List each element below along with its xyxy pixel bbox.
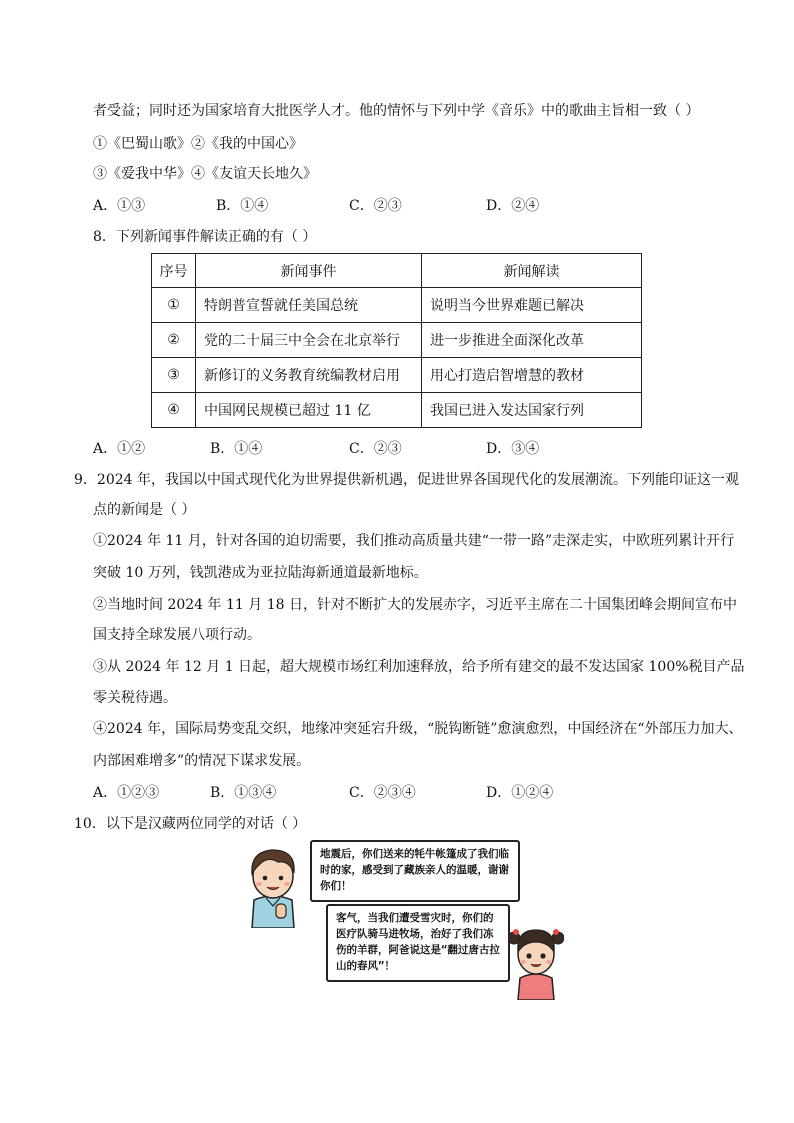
row-event: 党的二十届三中全会在北京举行 <box>196 323 422 358</box>
girl-illustration <box>508 920 564 1000</box>
q9-option-b: B．①③④ <box>210 785 277 801</box>
q9-stem-line-1: 9．2024 年，我国以中国式现代化为世界提供新机遇，促进世界各国现代化的发展潮流。下列能印证这一观 <box>74 472 739 488</box>
q9-option-a: A．①②③ <box>93 785 160 801</box>
header-event: 新闻事件 <box>196 254 422 288</box>
row-interpretation: 说明当今世界难题已解决 <box>422 288 642 323</box>
q9-item-1-line-1: ①2024 年 11 月，针对各国的迫切需要，我们推动高质量共建“一带一路”走深走实，中欧班列累计开行 <box>93 533 735 549</box>
q7-option-a: A．①③ <box>93 198 146 214</box>
row-interpretation: 用心打造启智增慧的教材 <box>422 358 642 393</box>
header-index: 序号 <box>152 254 196 288</box>
row-index: ② <box>152 323 196 358</box>
row-event: 特朗普宣誓就任美国总统 <box>196 288 422 323</box>
table-row <box>152 393 642 428</box>
boy-illustration <box>238 844 308 928</box>
q9-item-1-line-2: 突破 10 万列，钱凯港成为亚拉陆海新通道最新地标。 <box>93 565 428 581</box>
q8-option-b: B．①④ <box>210 441 263 457</box>
q9-item-2-line-1: ②当地时间 2024 年 11 月 18 日，针对不断扩大的发展赤字，习近平主席在二十国集团峰会期间宣布中 <box>93 597 737 613</box>
q7-items-line-2: ③《爱我中华》④《友谊天长地久》 <box>93 166 317 182</box>
row-interpretation: 我国已进入发达国家行列 <box>422 393 642 428</box>
q7-stem-tail: 者受益；同时还为国家培育大批医学人才。他的情怀与下列中学《音乐》中的歌曲主旨相一致（ ） <box>93 103 700 119</box>
q10-stem: 10．以下是汉藏两位同学的对话（ ） <box>74 816 307 832</box>
table-row <box>152 358 642 393</box>
q7-option-b: B．①④ <box>216 198 269 214</box>
row-index: ① <box>152 288 196 323</box>
speech-bubble-girl <box>326 904 510 982</box>
girl-dialogue-text: 客气，当我们遭受雪灾时，你们的医疗队骑马进牧场，治好了我们冻伤的羊群，阿爸说这是“翻过唐古拉山的春风”！ <box>336 912 500 972</box>
row-event: 新修订的义务教育统编教材启用 <box>196 358 422 393</box>
row-interpretation: 进一步推进全面深化改革 <box>422 323 642 358</box>
row-event: 中国网民规模已超过 11 亿 <box>196 393 422 428</box>
q8-option-d: D．③④ <box>486 441 540 457</box>
q8-option-a: A．①② <box>93 441 146 457</box>
header-interpretation: 新闻解读 <box>422 254 642 288</box>
q9-stem-line-2: 点的新闻是（ ） <box>93 502 196 518</box>
row-index: ③ <box>152 358 196 393</box>
table-row <box>152 323 642 358</box>
table-row <box>152 288 642 323</box>
q9-item-3-line-1: ③从 2024 年 12 月 1 日起，超大规模市场红利加速释放，给予所有建交的最不发达国家 100%税目产品 <box>93 659 745 675</box>
q9-option-d: D．①②④ <box>486 785 554 801</box>
q9-item-4-line-1: ④2024 年，国际局势变乱交织，地缘冲突延宕升级，“脱钩断链”愈演愈烈，中国经济在“外部压力加大、 <box>93 721 743 737</box>
dialogue-illustration <box>238 840 558 1000</box>
q9-item-4-line-2: 内部困难增多”的情况下谋求发展。 <box>93 753 311 769</box>
q7-option-d: D．②④ <box>486 198 540 214</box>
q8-option-c: C．②③ <box>349 441 402 457</box>
speech-bubble-boy <box>310 840 520 902</box>
row-index: ④ <box>152 393 196 428</box>
news-table <box>151 253 642 428</box>
news-table-header <box>152 254 642 288</box>
q7-option-c: C．②③ <box>349 198 402 214</box>
q8-stem: 8．下列新闻事件解读正确的有（ ） <box>93 229 317 245</box>
q9-option-c: C．②③④ <box>349 785 416 801</box>
q9-item-3-line-2: 零关税待遇。 <box>93 690 177 706</box>
q7-items-line-1: ①《巴蜀山歌》②《我的中国心》 <box>93 136 303 152</box>
q9-item-2-line-2: 国支持全球发展八项行动。 <box>93 627 261 643</box>
boy-dialogue-text: 地震后，你们送来的牦牛帐篷成了我们临时的家，感受到了藏族亲人的温暖，谢谢你们！ <box>320 848 509 892</box>
